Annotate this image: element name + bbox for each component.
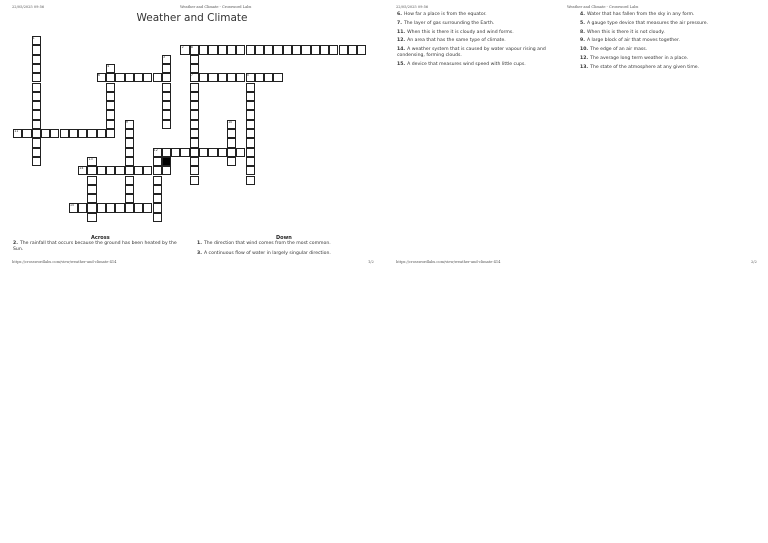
across-clue-7: 7. The layer of gas surrounding the Earth. — [397, 21, 495, 26]
grid-cell[interactable] — [32, 110, 41, 119]
clue-number-2: 2 — [181, 45, 184, 50]
clue-number-9: 9 — [125, 119, 128, 124]
footer-page: 2/2 — [751, 260, 757, 264]
grid-cell[interactable] — [153, 203, 162, 212]
header-title: Weather and Climate - Crossword Labs — [180, 5, 252, 9]
grid-cell[interactable] — [273, 73, 282, 82]
grid-cell[interactable] — [32, 92, 41, 101]
grid-cell[interactable] — [153, 157, 162, 166]
grid-cell[interactable] — [227, 157, 236, 166]
grid-cell[interactable] — [190, 138, 199, 147]
grid-cell[interactable] — [227, 129, 236, 138]
grid-cell[interactable] — [357, 45, 366, 54]
clue-number-13: 13 — [88, 156, 93, 161]
grid-cell[interactable] — [143, 203, 152, 212]
grid-cell[interactable] — [162, 83, 171, 92]
grid-cell[interactable] — [125, 148, 134, 157]
grid-cell[interactable] — [69, 129, 78, 138]
grid-cell[interactable] — [199, 73, 208, 82]
grid-cell[interactable] — [78, 129, 87, 138]
clue-number-6: 6 — [97, 73, 100, 78]
grid-cell[interactable] — [125, 194, 134, 203]
grid-cell[interactable] — [246, 101, 255, 110]
grid-cell[interactable] — [32, 45, 41, 54]
grid-cell[interactable] — [283, 45, 292, 54]
clue-number-10: 10 — [228, 119, 233, 124]
across-clue-15: 15. A device that measures wind speed with little cups. — [397, 62, 526, 67]
grid-cell[interactable] — [246, 110, 255, 119]
grid-cell[interactable] — [125, 138, 134, 147]
footer-url: https://crosswordlabs.com/view/weather-and-climate-414 — [12, 260, 117, 264]
grid-cell[interactable] — [97, 166, 106, 175]
grid-cell[interactable] — [162, 73, 171, 82]
down-clue-5: 5. A gauge type device that measures the air pressure. — [580, 21, 709, 26]
grid-cell[interactable] — [125, 166, 134, 175]
header-date: 22/05/2025 09:56 — [12, 5, 45, 9]
grid-cell[interactable] — [106, 73, 115, 82]
grid-cell[interactable] — [329, 45, 338, 54]
down-heading: Down — [276, 235, 292, 241]
grid-cell[interactable] — [264, 73, 273, 82]
grid-cell[interactable] — [32, 64, 41, 73]
grid-cell[interactable] — [153, 176, 162, 185]
grid-cell[interactable] — [190, 110, 199, 119]
grid-cell[interactable] — [246, 138, 255, 147]
grid-cell[interactable] — [190, 129, 199, 138]
clue-number-1: 1 — [32, 36, 35, 40]
grid-cell[interactable] — [32, 157, 41, 166]
page-2 — [384, 0, 768, 543]
grid-cell[interactable] — [143, 73, 152, 82]
down-clue-12: 12. The average long term weather in a place. — [580, 56, 689, 61]
header-date: 22/05/2025 09:56 — [396, 5, 429, 9]
grid-cell[interactable] — [87, 176, 96, 185]
clue-number-7: 7 — [190, 73, 193, 78]
grid-cell[interactable] — [190, 92, 199, 101]
grid-cell[interactable] — [236, 73, 245, 82]
grid-cell[interactable] — [301, 45, 310, 54]
down-clue-4: 4. Water that has fallen from the sky in any form. — [580, 12, 695, 17]
grid-cell[interactable] — [106, 83, 115, 92]
grid-cell[interactable] — [32, 101, 41, 110]
grid-cell[interactable] — [190, 83, 199, 92]
grid-cell[interactable] — [87, 194, 96, 203]
grid-cell[interactable] — [218, 73, 227, 82]
clue-number-14: 14 — [79, 166, 84, 171]
grid-cell[interactable] — [153, 166, 162, 175]
grid-cell[interactable] — [87, 185, 96, 194]
clue-number-4: 4 — [107, 63, 110, 68]
down-clue-13: 13. The state of the atmosphere at any given time. — [580, 65, 700, 70]
grid-cell[interactable] — [311, 45, 320, 54]
down-clue-8: 8. When this is there it is not cloudy. — [580, 30, 665, 35]
down-clue-3: 3. A continuous flow of water in largely singular direction. — [197, 251, 331, 256]
grid-cell[interactable] — [32, 148, 41, 157]
clue-number-12: 12 — [153, 147, 158, 152]
grid-cell[interactable] — [246, 166, 255, 175]
across-clue-12: 12. An area that has the same type of climate. — [397, 38, 506, 43]
grid-cell[interactable] — [246, 45, 255, 54]
grid-cell[interactable] — [246, 129, 255, 138]
grid-cell[interactable] — [22, 129, 31, 138]
grid-cell[interactable] — [171, 148, 180, 157]
grid-cell[interactable] — [87, 203, 96, 212]
grid-cell[interactable] — [106, 203, 115, 212]
grid-cell[interactable] — [246, 92, 255, 101]
grid-cell[interactable] — [162, 110, 171, 119]
grid-cell[interactable] — [97, 203, 106, 212]
grid-cell[interactable] — [227, 138, 236, 147]
grid-cell[interactable] — [218, 148, 227, 157]
grid-cell[interactable] — [143, 166, 152, 175]
grid-cell[interactable] — [32, 83, 41, 92]
grid-cell[interactable] — [125, 157, 134, 166]
grid-cell[interactable] — [227, 45, 236, 54]
grid-cell[interactable] — [115, 166, 124, 175]
grid-cell[interactable] — [162, 92, 171, 101]
grid-cell[interactable] — [106, 166, 115, 175]
black-cell — [162, 157, 171, 166]
down-clue-10: 10. The edge of an air mass. — [580, 47, 648, 52]
clue-number-3: 3 — [163, 54, 166, 59]
grid-cell[interactable] — [227, 73, 236, 82]
grid-cell[interactable] — [162, 64, 171, 73]
clue-number-5: 5 — [246, 73, 249, 78]
grid-cell[interactable] — [32, 129, 41, 138]
grid-cell[interactable] — [134, 166, 143, 175]
grid-cell[interactable] — [264, 45, 273, 54]
footer-url: https://crosswordlabs.com/view/weather-and-climate-414 — [396, 260, 501, 264]
grid-cell[interactable] — [190, 176, 199, 185]
across-clue-6: 6. How far a place is from the equator. — [397, 12, 487, 17]
grid-cell[interactable] — [87, 213, 96, 222]
grid-cell[interactable] — [134, 203, 143, 212]
grid-cell[interactable] — [153, 194, 162, 203]
grid-cell[interactable] — [246, 148, 255, 157]
grid-cell[interactable] — [32, 55, 41, 64]
grid-cell[interactable] — [125, 176, 134, 185]
grid-cell[interactable] — [255, 73, 264, 82]
clue-number-8: 8 — [190, 45, 193, 50]
grid-cell[interactable] — [115, 203, 124, 212]
grid-cell[interactable] — [273, 45, 282, 54]
down-clue-9: 9. A large block of air that moves together. — [580, 38, 680, 43]
across-heading: Across — [91, 235, 110, 241]
grid-cell[interactable] — [106, 129, 115, 138]
grid-cell[interactable] — [162, 101, 171, 110]
grid-cell[interactable] — [190, 64, 199, 73]
grid-cell[interactable] — [180, 148, 189, 157]
grid-cell[interactable] — [246, 83, 255, 92]
grid-cell[interactable] — [50, 129, 59, 138]
grid-cell[interactable] — [246, 120, 255, 129]
grid-cell[interactable] — [190, 148, 199, 157]
grid-cell[interactable] — [246, 157, 255, 166]
grid-cell[interactable] — [190, 55, 199, 64]
grid-cell[interactable] — [153, 213, 162, 222]
grid-cell[interactable] — [236, 148, 245, 157]
grid-cell[interactable] — [125, 203, 134, 212]
grid-cell[interactable] — [106, 120, 115, 129]
grid-cell[interactable] — [208, 73, 217, 82]
across-clue-14: 14. A weather system that is caused by water vapour rising and condensing, forming clouds. — [397, 47, 546, 59]
grid-cell[interactable] — [106, 110, 115, 119]
grid-cell[interactable] — [190, 101, 199, 110]
grid-cell[interactable] — [190, 120, 199, 129]
clue-number-15: 15 — [70, 203, 75, 208]
grid-cell[interactable] — [218, 45, 227, 54]
across-clue-2: 2. The rainfall that occurs because the ground has been heated by the Sun. — [13, 241, 177, 253]
grid-cell[interactable] — [106, 101, 115, 110]
grid-cell[interactable] — [292, 45, 301, 54]
footer-page: 1/2 — [368, 260, 374, 264]
grid-cell[interactable] — [32, 138, 41, 147]
grid-cell[interactable] — [134, 73, 143, 82]
grid-cell[interactable] — [162, 120, 171, 129]
grid-cell[interactable] — [162, 148, 171, 157]
grid-cell[interactable] — [339, 45, 348, 54]
grid-cell[interactable] — [32, 73, 41, 82]
grid-cell[interactable] — [208, 45, 217, 54]
clue-number-11: 11 — [14, 129, 19, 133]
grid-cell[interactable] — [236, 45, 245, 54]
grid-cell[interactable] — [32, 120, 41, 129]
grid-cell[interactable] — [162, 166, 171, 175]
grid-cell[interactable] — [199, 148, 208, 157]
page-title: Weather and Climate — [136, 12, 248, 24]
grid-cell[interactable] — [87, 129, 96, 138]
grid-cell[interactable] — [190, 166, 199, 175]
grid-cell[interactable] — [227, 148, 236, 157]
grid-cell[interactable] — [320, 45, 329, 54]
grid-cell[interactable] — [153, 73, 162, 82]
grid-cell[interactable] — [153, 185, 162, 194]
grid-cell[interactable] — [78, 203, 87, 212]
grid-cell[interactable] — [115, 73, 124, 82]
across-clue-11: 11. When this is there it is cloudy and wind forms. — [397, 30, 514, 35]
down-clue-1: 1. The direction that wind comes from the most common. — [197, 241, 331, 246]
grid-cell[interactable] — [125, 185, 134, 194]
grid-cell[interactable] — [125, 129, 134, 138]
grid-cell[interactable] — [255, 45, 264, 54]
grid-cell[interactable] — [125, 73, 134, 82]
grid-cell[interactable] — [190, 157, 199, 166]
grid-cell[interactable] — [87, 166, 96, 175]
grid-cell[interactable] — [199, 45, 208, 54]
grid-cell[interactable] — [97, 129, 106, 138]
grid-cell[interactable] — [246, 176, 255, 185]
grid-cell[interactable] — [208, 148, 217, 157]
grid-cell[interactable] — [41, 129, 50, 138]
header-title: Weather and Climate - Crossword Labs — [567, 5, 639, 9]
grid-cell[interactable] — [106, 92, 115, 101]
grid-cell[interactable] — [348, 45, 357, 54]
grid-cell[interactable] — [60, 129, 69, 138]
